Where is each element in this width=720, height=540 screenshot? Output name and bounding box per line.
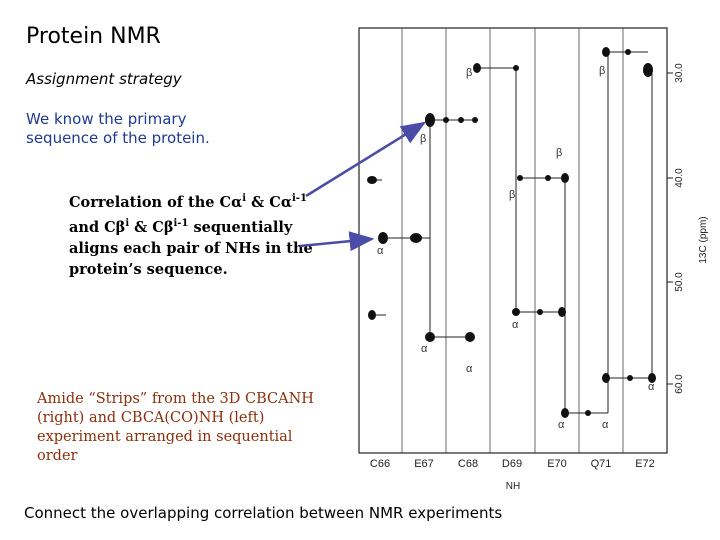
alpha-label: α bbox=[602, 419, 609, 431]
alpha-label: α bbox=[648, 381, 655, 393]
alpha-label: α bbox=[558, 419, 565, 431]
strip-label: Q71 bbox=[590, 458, 612, 470]
spectrum-frame bbox=[359, 28, 667, 453]
pointer-arrows bbox=[300, 123, 427, 246]
strip-dividers bbox=[402, 28, 623, 453]
slide-title: Protein NMR bbox=[26, 24, 161, 49]
beta-symbol: β bbox=[115, 219, 126, 236]
y-tick-label: 40.0 bbox=[674, 168, 685, 188]
corr-amp: & C bbox=[129, 219, 164, 236]
beta-label: β bbox=[556, 147, 563, 159]
sup-i: i bbox=[242, 193, 247, 204]
arrow-to-strip bbox=[300, 239, 372, 246]
corr-part-3: sequentially aligns each pair of NHs in the protein’s sequence. bbox=[69, 219, 313, 278]
sup-i-minus-1: i-1 bbox=[292, 193, 307, 204]
corr-part-1: Correlation of the C bbox=[69, 194, 232, 211]
alpha-label: α bbox=[512, 319, 519, 331]
alpha-label: α bbox=[377, 245, 384, 257]
strip-label: E72 bbox=[635, 458, 655, 470]
sup-i-minus-1: i-1 bbox=[173, 218, 189, 229]
beta-label: β bbox=[466, 67, 473, 79]
y-tick-label: 50.0 bbox=[674, 272, 685, 292]
y-axis-ticks bbox=[667, 73, 673, 384]
strip-label: E67 bbox=[414, 458, 434, 470]
y-tick-label: 60.0 bbox=[674, 374, 685, 394]
strip-label: E70 bbox=[547, 458, 567, 470]
vertical-connectors bbox=[430, 52, 652, 413]
intro-text: We know the primary sequence of the protein. bbox=[26, 110, 210, 147]
alpha-symbol: α bbox=[231, 194, 243, 211]
strip-label: C68 bbox=[457, 458, 479, 470]
slide-subtitle: Assignment strategy bbox=[26, 70, 182, 88]
arrow-to-strip bbox=[306, 123, 427, 196]
strip-label: C66 bbox=[369, 458, 391, 470]
x-axis-label: NH bbox=[505, 481, 521, 492]
alpha-label: α bbox=[421, 343, 428, 355]
alpha-label: α bbox=[466, 363, 473, 375]
corr-part-2: and C bbox=[69, 219, 116, 236]
footer-text: Connect the overlapping correlation between NMR experiments bbox=[24, 504, 503, 522]
y-axis-label: 13C (ppm) bbox=[698, 216, 709, 264]
sup-i: i bbox=[125, 218, 130, 229]
peaks bbox=[367, 47, 656, 418]
y-tick-label: 30.0 bbox=[674, 63, 685, 83]
corr-amp: & C bbox=[246, 194, 281, 211]
beta-symbol: β bbox=[163, 219, 174, 236]
alpha-symbol: α bbox=[280, 194, 292, 211]
beta-label: β bbox=[509, 189, 516, 201]
strip-label: D69 bbox=[501, 458, 523, 470]
connectors bbox=[372, 52, 652, 413]
strips-description: Amide “Strips” from the 3D CBCANH (right) and CBCA(CO)NH (left) experiment arranged in sequential order bbox=[37, 391, 314, 464]
beta-label: β bbox=[420, 133, 427, 145]
beta-label: β bbox=[599, 65, 606, 77]
